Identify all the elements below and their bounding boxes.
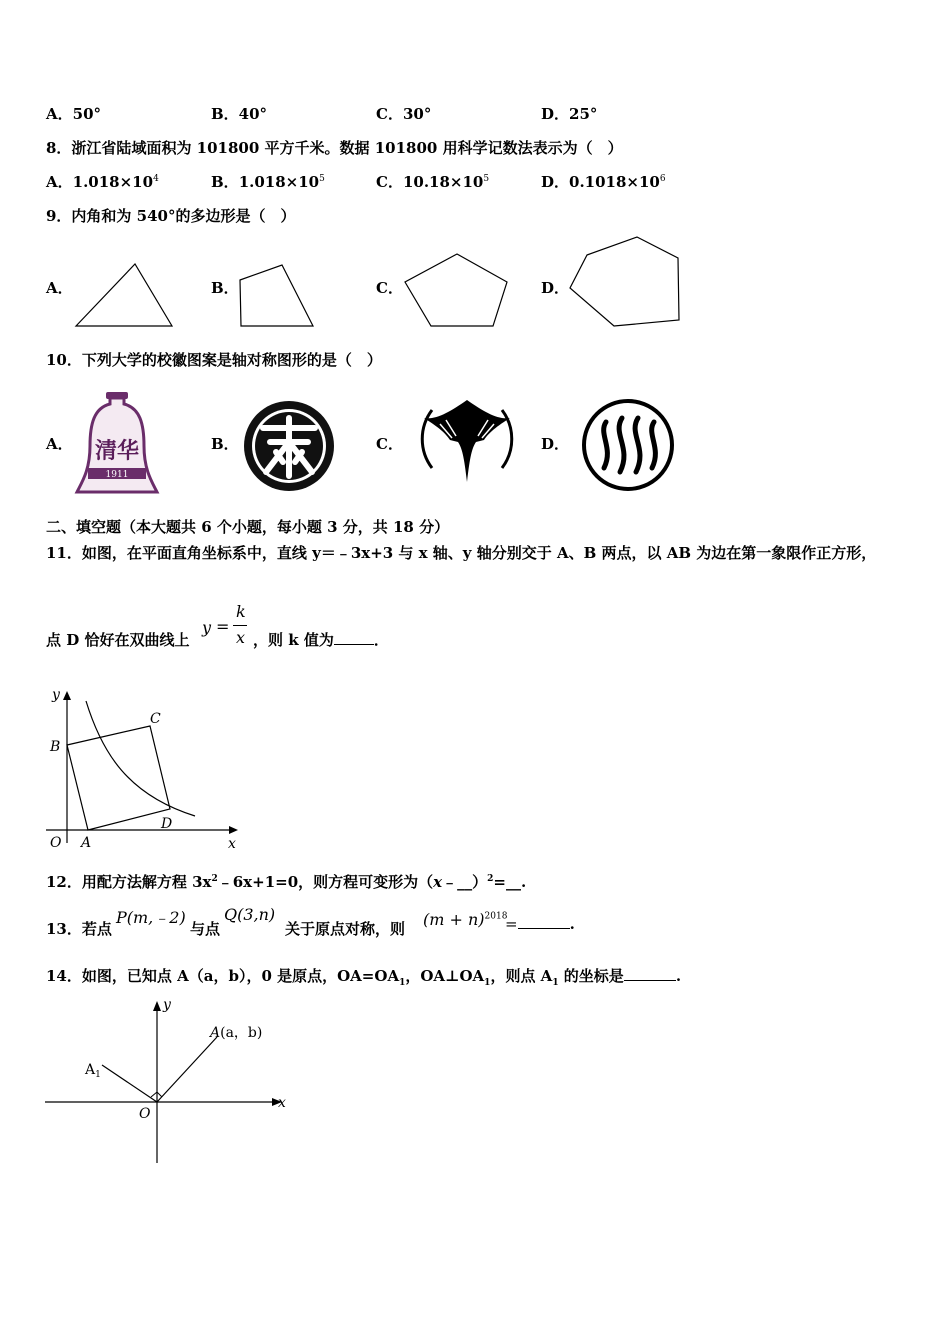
q11-formula-eq: = xyxy=(216,617,230,636)
q12-mid: ﹣6x+1=0，则方程可变形为（ xyxy=(217,873,434,891)
peking-university-badge-icon xyxy=(244,401,334,491)
q13-point-q: Q(3,n) xyxy=(224,905,276,924)
q9-label-b: B． xyxy=(211,279,239,297)
q8-option-a-exp: 4 xyxy=(153,174,159,184)
q14-end: . xyxy=(675,967,682,985)
tsinghua-badge-text: 清华 xyxy=(94,438,140,464)
q14-fig-a1-letter: A xyxy=(85,1062,96,1078)
q13-expr xyxy=(423,910,507,929)
q8-option-b xyxy=(211,171,325,192)
q10-label-b: B． xyxy=(211,435,239,453)
q12-eq: = xyxy=(493,873,506,891)
q10-label-d: D． xyxy=(541,435,570,453)
q13-answer xyxy=(505,914,575,933)
hexagon-shape xyxy=(570,237,679,326)
q8-option-d-exp: 6 xyxy=(659,174,666,184)
q13-mid2: 关于原点对称，则 xyxy=(285,920,406,938)
q14-fig-x-label: x xyxy=(278,1095,286,1111)
q9-label-d: D． xyxy=(541,279,570,297)
q11-end: ． xyxy=(373,631,389,649)
q14-fig-y-label: y xyxy=(163,997,171,1013)
q8-option-c-label: C． xyxy=(376,173,403,191)
q11-figure xyxy=(40,683,250,858)
q14-mid2: ，则点 A xyxy=(490,967,553,985)
q11-formula xyxy=(202,604,252,650)
q11-fig-b-label: B xyxy=(50,739,61,755)
water-waves-badge-icon xyxy=(584,401,672,489)
q13-answer-blank[interactable] xyxy=(518,914,570,929)
q13-eq: = xyxy=(505,915,518,933)
q11-fig-x-label: x xyxy=(228,836,236,852)
hyperbola-curve xyxy=(86,701,195,816)
q8-option-d-label: D． xyxy=(541,173,570,191)
q10-label-c: C． xyxy=(376,435,403,453)
q8-option-c-base: 10.18×10 xyxy=(402,173,484,191)
q8-option-c-exp: 5 xyxy=(483,174,490,184)
q11-fig-c-label: C xyxy=(150,711,161,727)
triangle-shape xyxy=(76,264,172,326)
q8-stem: 8．浙江省陆域面积为 101800 平方千米。数据 101800 用科学记数法表示为（ ） xyxy=(46,139,623,157)
q7-option-a: A．50° xyxy=(46,105,102,123)
q14-fig-o-label: O xyxy=(139,1106,151,1122)
q8-option-b-base: 1.018×10 xyxy=(238,173,320,191)
q14-sub1: 1 xyxy=(399,978,406,988)
q8-option-d-base: 0.1018×10 xyxy=(569,173,660,191)
eagle-badge-icon xyxy=(422,400,512,482)
q12-pre: 12．用配方法解方程 3x xyxy=(46,873,212,891)
q7-option-d: D．25° xyxy=(541,105,598,123)
q12-close: ） xyxy=(472,873,488,891)
q14-figure xyxy=(40,995,300,1167)
tsinghua-bell-icon xyxy=(77,392,157,492)
q11-formula-num: k xyxy=(236,602,246,621)
tsinghua-badge-year: 1911 xyxy=(105,470,129,480)
q14-fig-a-letter: A xyxy=(210,1025,221,1041)
q14-fig-a-label xyxy=(208,1025,262,1041)
q11-line2 xyxy=(46,629,189,650)
q10-stem: 10．下列大学的校徽图案是轴对称图形的是（ ） xyxy=(46,351,382,369)
q11-fig-y-label: y xyxy=(52,687,60,703)
section-2-title: 二、填空题（本大题共 6 个小题，每小题 3 分，共 18 分） xyxy=(46,518,450,536)
q11-formula-den: x xyxy=(236,628,246,647)
q14-fig-a-coord: (a，b) xyxy=(220,1025,263,1041)
q12-blank2[interactable]: __ xyxy=(505,873,521,891)
q11-answer-blank[interactable] xyxy=(334,630,374,645)
q14-line xyxy=(46,965,681,988)
pentagon-shape xyxy=(405,254,507,326)
q7-option-c: C．30° xyxy=(376,105,432,123)
q10-badges xyxy=(0,390,950,500)
q11-line2-pre: 点 D 恰好在双曲线上 xyxy=(46,631,190,649)
q8-option-b-exp: 5 xyxy=(319,174,325,184)
q14-stem: 14．如图，已知点 A（a，b），0 是原点，OA=OA xyxy=(46,967,400,985)
q12-square: 2 xyxy=(211,874,218,884)
q14-post: 的坐标是 xyxy=(558,967,624,985)
q13-mid: 与点 xyxy=(190,920,221,938)
q14-mid: ，OA⊥OA xyxy=(405,967,485,985)
q14-answer-blank[interactable] xyxy=(624,966,676,981)
q8-option-b-label: B． xyxy=(211,173,239,191)
quadrilateral-shape xyxy=(240,265,313,326)
q10-label-a: A． xyxy=(46,435,73,453)
q11-line2-post: ，则 k 值为 xyxy=(253,631,334,649)
q12-square2: 2 xyxy=(487,874,494,884)
q11-stem: 11．如图，在平面直角坐标系中，直线 y＝﹣3x+3 与 x 轴、y 轴分别交于 A、B 两点，以 AB 为边在第一象限作正方形， xyxy=(46,544,877,562)
q13-expr-exp: 2018 xyxy=(484,911,508,922)
q7-option-b: B．40° xyxy=(211,105,268,123)
q9-stem: 9．内角和为 540°的多边形是（ ） xyxy=(46,207,296,225)
q13-pre: 13．若点 xyxy=(46,920,112,938)
q14-sub3: 1 xyxy=(552,978,559,988)
q12-end: . xyxy=(520,873,527,891)
q12-line xyxy=(46,871,526,892)
q14-fig-a1-sub: 1 xyxy=(95,1070,101,1080)
q8-option-a xyxy=(46,171,159,192)
q9-label-c: C． xyxy=(376,279,403,297)
q14-fig-a1-label xyxy=(84,1062,101,1080)
q13-expr-base: (m + n) xyxy=(423,910,485,929)
q9-shapes xyxy=(0,230,950,340)
q14-sub2: 1 xyxy=(484,978,491,988)
q9-label-a: A． xyxy=(46,279,73,297)
square-abcd xyxy=(67,726,173,832)
q8-option-a-base: 1.018×10 xyxy=(72,173,154,191)
q13-point-p: P(m,﹣2) xyxy=(116,908,186,927)
q11-formula-y: y xyxy=(202,618,212,637)
q11-line2-tail xyxy=(253,629,389,650)
q11-fig-d-label: D xyxy=(161,816,173,832)
q11-fig-o-label: O xyxy=(50,835,62,851)
q12-mid2: ﹣ xyxy=(442,873,458,891)
q8-option-d xyxy=(541,171,666,192)
q12-blank1[interactable]: __ xyxy=(457,873,473,891)
q11-fig-a-label: A xyxy=(81,835,92,851)
q8-option-c xyxy=(376,171,489,192)
q12-x: x xyxy=(433,873,443,891)
q8-option-a-label: A． xyxy=(46,173,73,191)
q13-end: . xyxy=(569,915,575,933)
